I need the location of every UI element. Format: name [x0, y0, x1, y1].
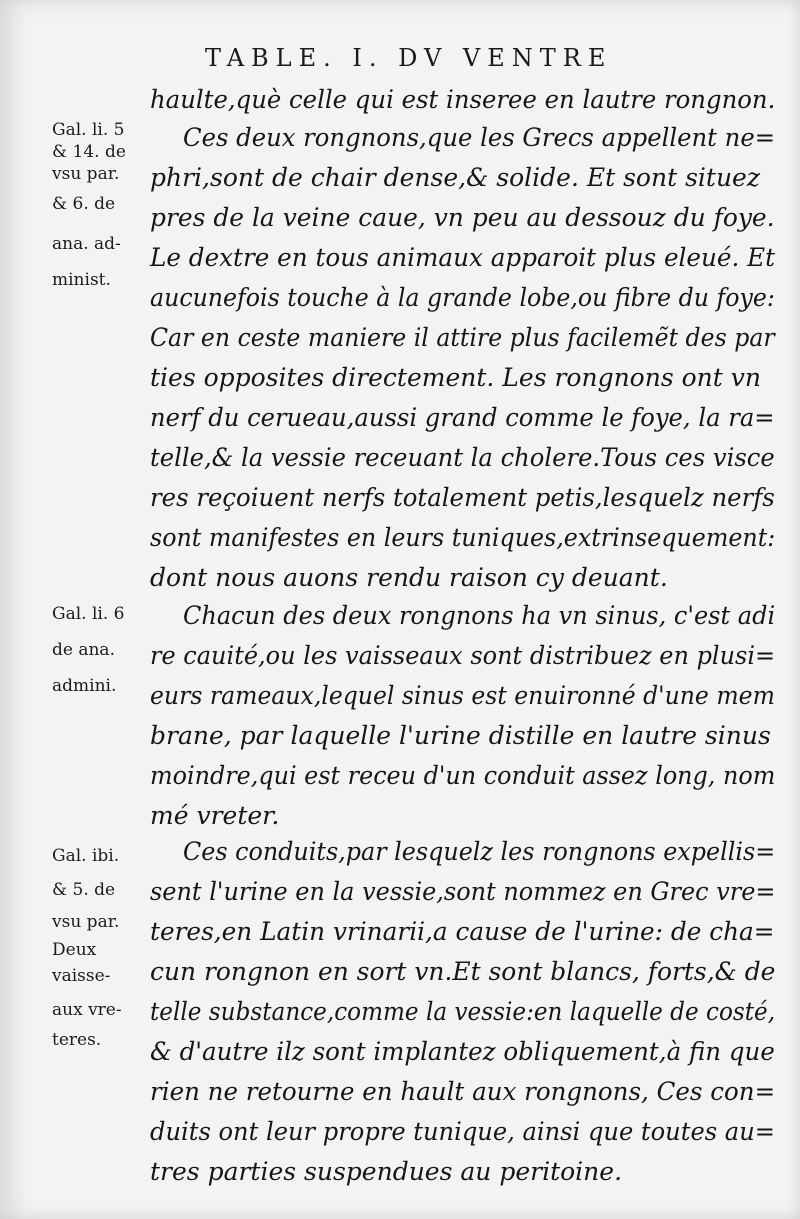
body-line: Chacun des deux rongnons ha vn sinus, c'est adi	[183, 601, 776, 630]
margin-note-line: Gal. ibi.	[52, 846, 120, 866]
body-line: eurs rameaux,lequel sinus est enuironné d'une mem	[150, 681, 775, 710]
body-line: Ces conduits,par lesquelz les rongnons expellis=	[183, 837, 776, 866]
body-line: res reçoiuent nerfs totalement petis,lesquelz nerfs	[150, 483, 775, 512]
body-line: nerf du cerueau,aussi grand comme le foye, la ra=	[150, 403, 775, 432]
margin-note-line: Gal. li. 6	[52, 604, 125, 624]
body-line: sent l'urine en la vessie,sont nommez en Grec vre=	[150, 877, 776, 906]
body-line: dont nous auons rendu raison cy deuant.	[150, 563, 668, 592]
margin-note-line: Gal. li. 5	[52, 120, 125, 140]
body-line: aucunefois touche à la grande lobe,ou fibre du foye:	[150, 283, 775, 312]
margin-note-line: de ana.	[52, 640, 115, 660]
margin-note-line: teres.	[52, 1030, 102, 1050]
margin-note-line: admini.	[52, 676, 117, 696]
body-line: telle substance,comme la vessie:en laquelle de costé,	[150, 997, 776, 1026]
body-line: re cauité,ou les vaisseaux sont distribuez en plusi=	[150, 641, 776, 670]
body-line: pres de la veine caue, vn peu au dessouz du foye.	[150, 203, 775, 232]
margin-note-line: aux vre-	[52, 1000, 122, 1020]
body-line: Car en ceste maniere il attire plus facilemẽt des par	[150, 323, 775, 352]
body-line: mé vreter.	[150, 801, 280, 830]
body-line: telle,& la vessie receuant la cholere.Tous ces visce	[150, 443, 775, 472]
body-line: moindre,qui est receu d'un conduit assez long, nom	[150, 761, 776, 790]
margin-note-line: & 14. de	[52, 142, 126, 162]
body-line: & d'autre ilz sont implantez obliquement,à fin que	[150, 1037, 775, 1066]
body-line: Le dextre en tous animaux apparoit plus eleué. Et	[150, 243, 776, 272]
margin-note-line: vsu par.	[52, 164, 120, 184]
body-line: sont manifestes en leurs tuniques,extrinsequement:	[150, 523, 776, 552]
margin-note-line: vaisse-	[52, 966, 111, 986]
body-line: brane, par laquelle l'urine distille en lautre sinus	[150, 721, 771, 750]
margin-note-line: & 6. de	[52, 194, 116, 214]
body-line: Ces deux rongnons,que les Grecs appellent ne=	[183, 123, 776, 152]
margin-note-line: & 5. de	[52, 880, 116, 900]
body-line: haulte,què celle qui est inseree en lautre rongnon.	[150, 85, 776, 114]
margin-note-line: ana. ad-	[52, 234, 121, 254]
running-header: TABLE. I. DV VENTRE	[205, 44, 613, 72]
body-line: phri,sont de chair dense,& solide. Et sont situez	[150, 163, 761, 192]
body-line: duits ont leur propre tunique, ainsi que toutes au=	[150, 1117, 776, 1146]
body-line: rien ne retourne en hault aux rongnons, Ces con=	[150, 1077, 776, 1106]
body-line: tres parties suspendues au peritoine.	[150, 1157, 623, 1186]
body-line: cun rongnon en sort vn.Et sont blancs, forts,& de	[150, 957, 776, 986]
margin-note-line: minist.	[52, 270, 111, 290]
margin-note-line: Deux	[52, 940, 97, 960]
body-line: ties opposites directement. Les rongnons ont vn	[150, 363, 761, 392]
body-line: teres,en Latin vrinarii,a cause de l'urine: de cha=	[150, 917, 775, 946]
margin-note-line: vsu par.	[52, 912, 120, 932]
